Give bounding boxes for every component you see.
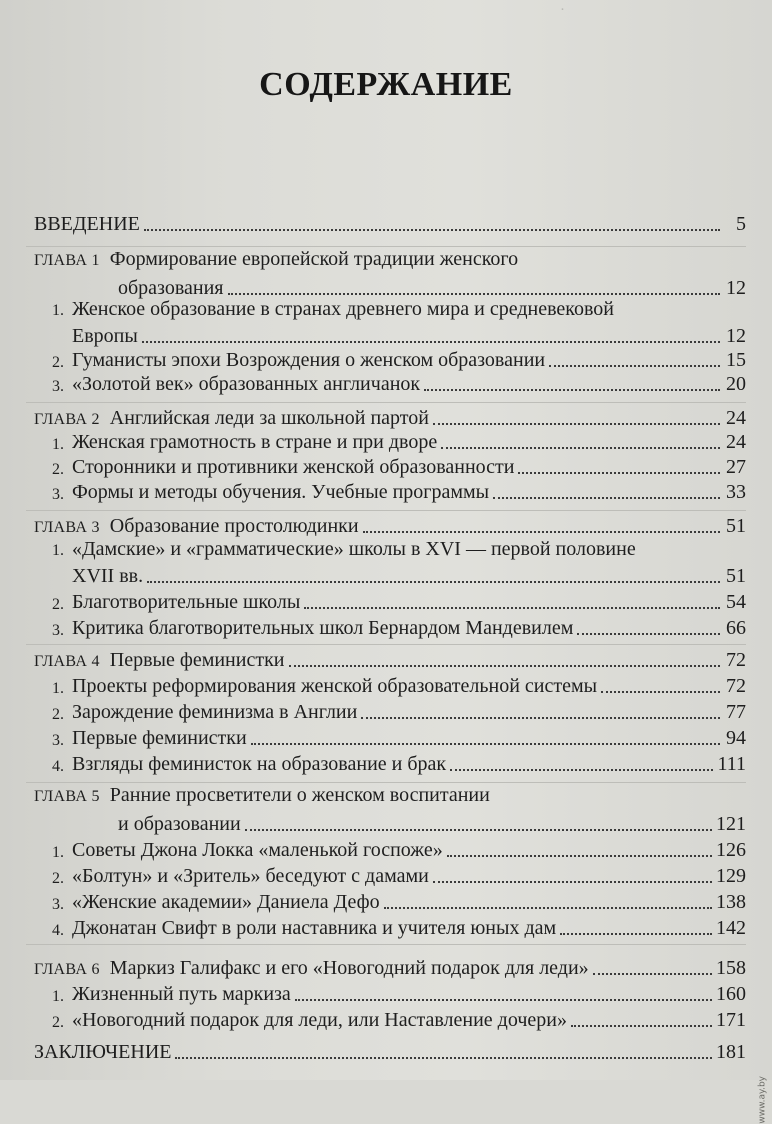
entry-title: ВВЕДЕНИЕ: [34, 213, 140, 235]
entry-title: Джонатан Свифт в роли наставника и учителя юных дам: [72, 917, 557, 939]
dot-leader: [304, 607, 720, 609]
section-number: 4.: [52, 758, 64, 775]
toc-section-1-1-heading: [34, 298, 746, 324]
page-number: 160: [716, 983, 746, 1005]
entry-title-text: Английская леди за школьной партой: [109, 407, 429, 429]
section-number: 1.: [52, 302, 64, 319]
page-number: 121: [716, 813, 746, 835]
entry-title: [34, 649, 285, 672]
entry-title: Сторонники и противники женской образованности: [72, 456, 515, 478]
entry-title-text: Маркиз Галифакс и его «Новогодний подарок для леди»: [109, 957, 589, 979]
dot-leader: [493, 497, 720, 499]
divider: [26, 510, 746, 511]
entry-title: Проекты реформирования женской образовательной системы: [72, 675, 598, 697]
dot-leader: [289, 665, 721, 667]
toc-section-2-1: [34, 428, 746, 454]
page-number: 20: [726, 373, 746, 395]
page-number: 138: [716, 891, 746, 913]
section-number: 3.: [52, 378, 64, 395]
entry-title: Зарождение феминизма в Англии: [72, 701, 358, 723]
dot-leader: [175, 1057, 712, 1059]
toc-chapter-4: [34, 646, 746, 672]
entry-title: Женское образование в странах древнего мира и средневековой: [72, 298, 615, 320]
entry-title: ЗАКЛЮЧЕНИЕ: [34, 1041, 172, 1063]
section-number: 2.: [52, 461, 64, 478]
toc-section-1-3: [34, 370, 746, 396]
entry-title-continued: и образовании: [118, 813, 241, 835]
page-number: 66: [726, 617, 746, 639]
dot-leader: [577, 633, 720, 635]
section-number: 1.: [52, 844, 64, 861]
dot-leader: [601, 691, 720, 693]
entry-title-text: Первые феминистки: [109, 649, 285, 671]
dot-leader: [251, 743, 720, 745]
entry-title: Советы Джона Локка «маленькой госпоже»: [72, 839, 443, 861]
toc-conclusion: [34, 1038, 746, 1064]
toc-section-3-1-heading: [34, 538, 746, 564]
page-number: 12: [726, 325, 746, 347]
dot-leader: [142, 341, 720, 343]
page-number: 181: [716, 1041, 746, 1063]
toc-entry-introduction: [34, 210, 746, 236]
entry-title-continued: XVII вв.: [72, 565, 144, 587]
dot-leader: [144, 229, 720, 231]
page-number: 54: [726, 591, 746, 613]
toc-chapter-1-heading: [34, 248, 746, 274]
page-number: 72: [726, 675, 746, 697]
section-number: 2.: [52, 596, 64, 613]
entry-title: «Новогодний подарок для леди, или Наставление дочери»: [72, 1009, 567, 1031]
dot-leader: [363, 531, 720, 533]
toc-section-3-2: [34, 588, 746, 614]
dot-leader: [228, 293, 721, 295]
chapter-tag: ГЛАВА 5: [34, 788, 100, 805]
chapter-tag: ГЛАВА 2: [34, 411, 100, 428]
entry-title: [34, 407, 429, 430]
page-number: 24: [726, 431, 746, 453]
entry-title: «Женские академии» Даниела Дефо: [72, 891, 380, 913]
dot-leader: [424, 389, 720, 391]
section-number: 3.: [52, 486, 64, 503]
section-number: 1.: [52, 680, 64, 697]
toc-chapter-1: [34, 274, 746, 300]
dot-leader: [560, 933, 712, 935]
toc-section-5-4: [34, 914, 746, 940]
show-through-text: ·: [560, 2, 565, 18]
section-number: 3.: [52, 896, 64, 913]
page-number: 27: [726, 456, 746, 478]
section-number: 1.: [52, 988, 64, 1005]
section-number: 1.: [52, 542, 64, 559]
toc-section-5-2: [34, 862, 746, 888]
toc-chapter-3: [34, 512, 746, 538]
toc-section-4-3: [34, 724, 746, 750]
page-number: 94: [726, 727, 746, 749]
toc-section-6-1: [34, 980, 746, 1006]
page-number: 158: [716, 957, 746, 979]
toc-section-2-2: [34, 453, 746, 479]
chapter-tag: ГЛАВА 4: [34, 653, 100, 670]
section-number: 4.: [52, 922, 64, 939]
section-number: 3.: [52, 622, 64, 639]
page-number: 77: [726, 701, 746, 723]
entry-title: [34, 957, 589, 980]
entry-title: Ранние просветители о женском воспитании: [109, 784, 490, 806]
entry-title-continued: Европы: [72, 325, 138, 347]
divider: [26, 944, 746, 945]
dot-leader: [441, 447, 720, 449]
chapter-tag: ГЛАВА 6: [34, 961, 100, 978]
toc-section-4-4: [34, 750, 746, 776]
watermark: www.ay.by: [758, 1076, 768, 1124]
entry-title: Критика благотворительных школ Бернардом Мандевилем: [72, 617, 574, 639]
dot-leader: [447, 855, 712, 857]
dot-leader: [549, 365, 720, 367]
entry-title: Формирование европейской традиции женского: [109, 248, 519, 270]
entry-title: Благотворительные школы: [72, 591, 301, 613]
page-number: 51: [726, 565, 746, 587]
page-number: 142: [716, 917, 746, 939]
section-number: 1.: [52, 436, 64, 453]
toc-chapter-5-heading: [34, 784, 746, 810]
dot-leader: [384, 907, 712, 909]
page-number: 24: [726, 407, 746, 429]
entry-title: «Дамские» и «грамматические» школы в XVI — первой половине: [72, 538, 636, 560]
divider: [26, 644, 746, 645]
page-number: 129: [716, 865, 746, 887]
page-number: 5: [736, 213, 746, 235]
page-number: 126: [716, 839, 746, 861]
entry-title: Женская грамотность в стране и при дворе: [72, 431, 438, 453]
toc-section-3-3: [34, 614, 746, 640]
entry-title: Жизненный путь маркиза: [72, 983, 291, 1005]
entry-title: Формы и методы обучения. Учебные программы: [72, 481, 490, 503]
dot-leader: [433, 881, 712, 883]
entry-title: Взгляды феминисток на образование и брак: [72, 753, 447, 775]
toc-section-4-2: [34, 698, 746, 724]
page-number: 33: [726, 481, 746, 503]
toc-section-4-1: [34, 672, 746, 698]
page-number: 12: [726, 277, 746, 299]
page-number: 15: [726, 349, 746, 371]
entry-title-continued: образования: [118, 277, 224, 299]
toc-section-1-1: [34, 322, 746, 348]
section-number: 2.: [52, 354, 64, 371]
toc-section-3-1: [34, 562, 746, 588]
dot-leader: [361, 717, 720, 719]
dot-leader: [571, 1025, 712, 1027]
section-number: 2.: [52, 706, 64, 723]
entry-title: Гуманисты эпохи Возрождения о женском образовании: [72, 349, 546, 371]
divider: [26, 246, 746, 247]
dot-leader: [147, 581, 720, 583]
entry-title: «Болтун» и «Зритель» беседуют с дамами: [72, 865, 429, 887]
entry-title-text: Образование простолюдинки: [109, 515, 359, 537]
page-title: СОДЕРЖАНИЕ: [259, 66, 513, 103]
toc-chapter-2: [34, 404, 746, 430]
divider: [26, 402, 746, 403]
chapter-tag: ГЛАВА 1: [34, 252, 100, 269]
toc-section-5-3: [34, 888, 746, 914]
toc-section-2-3: [34, 478, 746, 504]
page-number: 111: [717, 753, 746, 775]
entry-title: «Золотой век» образованных англичанок: [72, 373, 421, 395]
entry-title: [34, 515, 359, 538]
section-number: 2.: [52, 870, 64, 887]
dot-leader: [450, 769, 713, 771]
dot-leader: [593, 973, 712, 975]
dot-leader: [245, 829, 712, 831]
toc-section-1-2: [34, 346, 746, 372]
page-number: 72: [726, 649, 746, 671]
chapter-tag: ГЛАВА 3: [34, 519, 100, 536]
toc-section-5-1: [34, 836, 746, 862]
divider: [26, 782, 746, 783]
entry-title: Первые феминистки: [72, 727, 247, 749]
toc-chapter-5: [34, 810, 746, 836]
toc-section-6-2: [34, 1006, 746, 1032]
dot-leader: [295, 999, 712, 1001]
page-number: 51: [726, 515, 746, 537]
section-number: 3.: [52, 732, 64, 749]
dot-leader: [518, 472, 720, 474]
section-number: 2.: [52, 1014, 64, 1031]
toc-chapter-6: [34, 954, 746, 980]
dot-leader: [433, 423, 720, 425]
page-number: 171: [716, 1009, 746, 1031]
